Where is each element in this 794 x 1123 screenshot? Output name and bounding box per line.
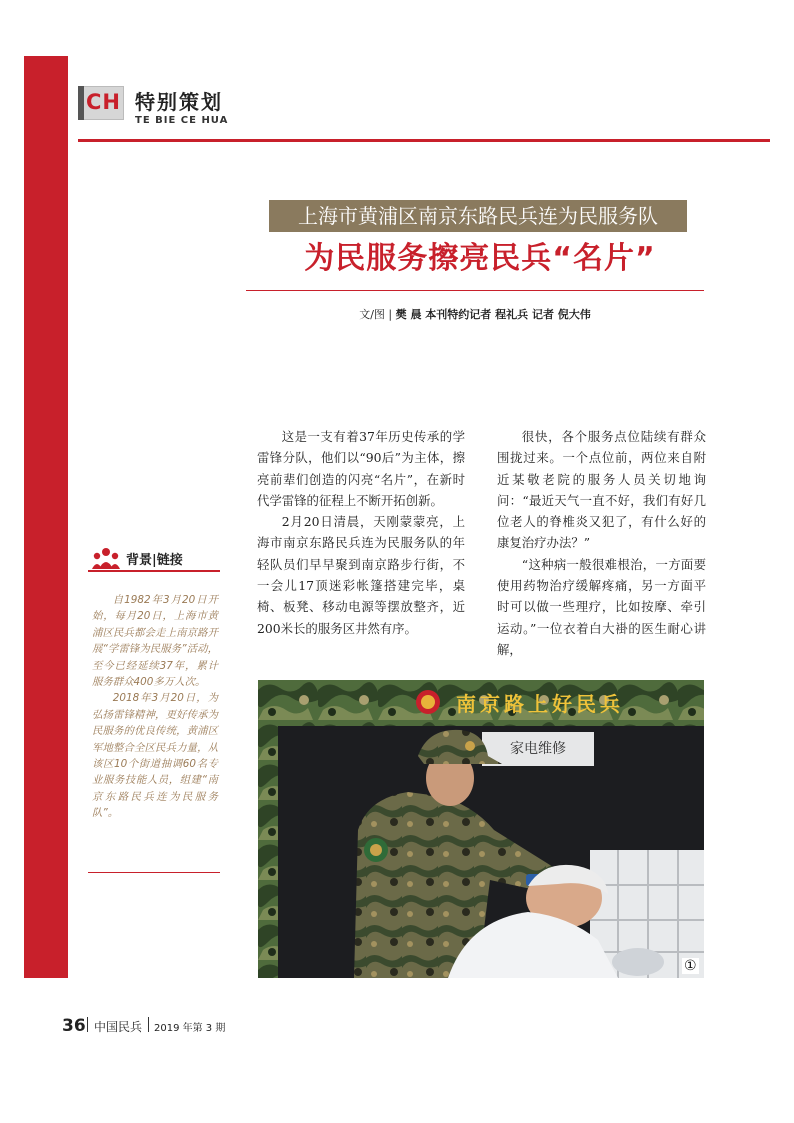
sidebar-text xyxy=(92,592,218,822)
photo-number-label: ① xyxy=(684,958,697,974)
article-subtitle: 上海市黄浦区南京东路民兵连为民服务队 xyxy=(298,204,658,228)
issue-label: 2019 年第 3 期 xyxy=(154,1023,226,1034)
photo-illustration xyxy=(258,680,704,978)
paragraph: 很快，各个服务点位陆续有群众围拢过来。一个点位前，两位来自附近某敬老院的服务人员关切地询问：“最近天气一直不好，我们有好几位老人的脊椎炎又犯了，有什么好的康复治疗办法？” xyxy=(497,429,706,551)
byline-separator: | xyxy=(388,308,396,321)
page-number: 36 xyxy=(62,1016,86,1036)
footer-separator xyxy=(148,1017,149,1032)
sidebar-top-rule xyxy=(88,570,220,572)
title-divider xyxy=(246,290,704,291)
paragraph: 2月20日清晨，天刚蒙蒙亮，上海市南京东路民兵连为民服务队的年轻队员们早早聚到南京路步行街，不一会儿17顶迷彩帐篷搭建完毕，桌椅、板凳、移动电源等摆放整齐，近200米长的服务区井然有序。 xyxy=(257,514,465,636)
byline xyxy=(300,306,650,322)
byline-names: 樊 晨 本刊特约记者 程礼兵 记者 倪大伟 xyxy=(395,308,591,321)
footer-separator xyxy=(87,1017,88,1032)
publication-name: 中国民兵 xyxy=(94,1020,143,1034)
section-pinyin: TE BIE CE HUA xyxy=(135,115,229,126)
photo-sign-text: 家电维修 xyxy=(510,741,566,757)
section-logo-text: CH xyxy=(86,90,121,114)
byline-prefix: 文/图 xyxy=(359,308,385,321)
sidebar-bottom-rule xyxy=(88,872,220,873)
article-title: 为民服务擦亮民兵“名片” xyxy=(304,241,656,276)
section-title: 特别策划 xyxy=(135,90,223,114)
article-column-1 xyxy=(257,426,465,639)
left-red-bar xyxy=(24,56,68,978)
people-icon xyxy=(92,547,120,569)
paragraph: “这种病一般很难根治，一方面要使用药物治疗缓解疼痛，另一方面平时可以做一些理疗，比如按摩、牵引运动。”一位衣着白大褂的医生耐心讲解， xyxy=(497,556,706,657)
article-photo xyxy=(258,680,704,978)
section-logo-stripe xyxy=(78,86,84,120)
photo-banner-text: 南京路上好民兵 xyxy=(456,692,624,716)
paragraph: 这是一支有着37年历史传承的学雷锋分队，他们以“90后”为主体，擦亮前辈们创造的闪亮“名片”，在新时代学雷锋的征程上不断开拓创新。 xyxy=(257,429,465,508)
sidebar-title: 背景|链接 xyxy=(126,553,183,568)
sidebar-paragraph: 2018年3月20日，为弘扬雷锋精神，更好传承为民服务的优良传统，黄浦区军地整合全区民兵力量，从该区10个街道抽调60名专业服务技能人员，组建“南京东路民兵连为民服务队”。 xyxy=(92,692,218,820)
header-divider xyxy=(78,139,770,142)
sidebar-paragraph: 自1982年3月20日开始，每月20日，上海市黄浦区民兵都会走上南京路开展“学雷锋为民服务”活动，至今已经延续37年，累计服务群众400多万人次。 xyxy=(92,594,218,689)
article-column-2 xyxy=(497,426,706,660)
